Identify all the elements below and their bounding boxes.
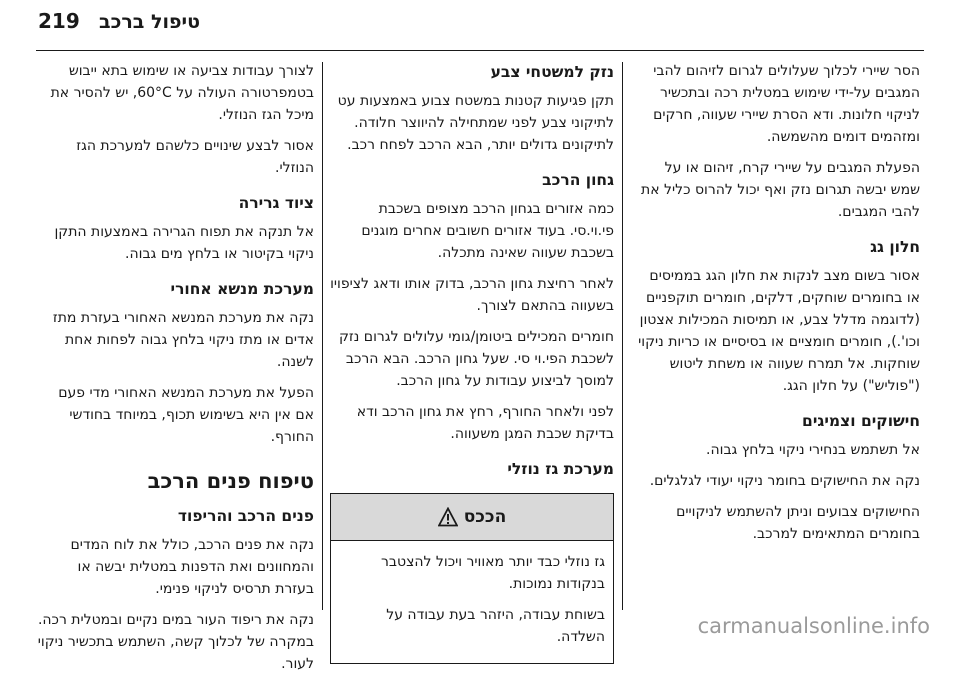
column-middle	[330, 60, 614, 664]
paragraph: חומרים המכילים ביטומן/גומי עלולים לגרום נזק לשכבת הפי.וי סי. שעל גחון הרכב. הבא הרכב למוסך לביצוע עבודות על גחון הרכב.	[338, 329, 614, 389]
warning-triangle-icon	[438, 507, 458, 527]
heading-lpg-system: מערכת גז נוזלי	[507, 460, 614, 478]
page-header	[0, 0, 960, 52]
paragraph: הסר שיירי לכלוך שעלולים לגרום לזיהום להבי המגבים על-ידי שימוש במטלית רכה ובתכשיר לניקוי חלונות. ודא הסרת שיירי שעווה, חרקים ומזהמים דומים מהשמשה.	[653, 63, 920, 145]
heading-rear-carrier: מערכת מנשא אחורי	[170, 280, 314, 298]
column-left	[36, 60, 314, 684]
heading-paint-damage: נזק למשטחי צבע	[490, 63, 614, 81]
paragraph: תקן פגיעות קטנות במשטח צבוע באמצעות עט לתיקוני צבע לפני שמתחילה להיווצר חלודה. לתיקונים גדולים יותר, הבא הרכב לפחח רכב.	[337, 93, 614, 153]
paragraph: בשוחת עבודה, היזהר בעת עבודה על השלדה.	[386, 607, 605, 645]
paragraph: אסור בשום מצב לנקות את חלון הגג בממיסים או בחומרים שוחקים, דלקים, חומרים תוקפניים (לדוגמה מדלל צבע, או תמיסות המכילות אצטון וכו'.), חומרים חומציים או בסיסיים או כריות ניקוי שוחקות. אל תמרח שעווה או משחת ליטוש ("פוליש") על חלון הגג.	[638, 268, 920, 394]
paragraph: לצורך עבודות צביעה או שימוש בתא ייבוש בטמפרטורה העולה על 60°C, יש להסיר את מיכל הגז הנוזלי.	[50, 63, 314, 123]
paragraph: גז נוזלי כבד יותר מאוויר ויכול להצטבר בנקודות נמוכות.	[381, 554, 605, 592]
watermark: carmanualsonline.info	[697, 614, 930, 638]
paragraph: נקה את פנים הרכב, כולל את לוח המדים והמחוונים ואת הדפנות במטלית יבשה או בעזרת תרסיס לניקוי פנימי.	[70, 537, 314, 597]
paragraph: לפני ולאחר החורף, רחץ את גחון הרכב ודא בדיקת שכבת המגן משעווה.	[356, 404, 614, 442]
column-divider-right	[622, 62, 623, 610]
column-right	[632, 60, 920, 554]
paragraph: הפעל את מערכת המנשא האחורי מדי פעם אם אין היא בשימוש תכוף, במיוחד בחודשי החורף.	[58, 385, 314, 445]
paragraph: כמה אזורים בגחון הרכב מצופים בשכבת פי.וי.סי. בעוד אזורים חשובים אחרים מוגנים בשכבת שעווה שאינה מתכלה.	[361, 201, 614, 261]
heading-wheels-tyres: חישוקים וצמיגים	[802, 412, 920, 430]
paragraph: נקה את מערכת המנשא האחורי בעזרת מתז אדים או מתז ניקוי בלחץ גבוה לפחות אחת לשנה.	[52, 310, 314, 370]
paragraph: אסור לבצע שינויים כלשהם למערכת הגז הנוזלי.	[76, 138, 314, 176]
column-divider-left	[322, 62, 323, 610]
paragraph: הפעלת המגבים על שיירי קרח, זיהום או על שמש יבשה תגרום נזק ואף יכול להרוס כליל את להבי המגבים.	[641, 160, 920, 220]
paragraph: החישוקים צבועים וניתן להשתמש לניקויים בחומרים המתאימים למרכב.	[676, 504, 920, 542]
heading-towing-equipment: ציוד גרירה	[238, 194, 314, 212]
heading-underbody: גחון הרכב	[542, 171, 614, 189]
paragraph: נקה את ריפוד העור במים נקיים ובמטלית רכה. במקרה של לכלוך קשה, השתמש בתכשיר ניקוי לעור.	[37, 612, 314, 672]
warning-body	[331, 541, 613, 663]
heading-interior-upholstery: פנים הרכב והריפוד	[177, 507, 314, 525]
section-title: טיפול ברכב	[98, 11, 200, 33]
heading-sunroof: חלון גג	[870, 238, 920, 256]
page-number: 219	[38, 9, 80, 33]
header-rule	[36, 50, 924, 51]
paragraph: לאחר רחיצת גחון הרכב, בדוק אותו ודאג לציפויו בשעווה בהתאם לצורך.	[330, 276, 614, 314]
page-footer	[0, 612, 960, 642]
paragraph: אל תנקה את תפוח הגרירה באמצעות התקן ניקוי בקיטור או בלחץ מים גבוה.	[54, 224, 314, 262]
warning-header	[331, 494, 613, 541]
heading-interior-care: טיפוח פנים הרכב	[147, 469, 314, 493]
warning-title: הככס	[463, 507, 507, 527]
paragraph: אל תשתמש בנחירי ניקוי בלחץ גבוה.	[706, 442, 920, 458]
paragraph: נקה את החישוקים בחומר ניקוי יעודי לגלגלים.	[649, 473, 920, 489]
